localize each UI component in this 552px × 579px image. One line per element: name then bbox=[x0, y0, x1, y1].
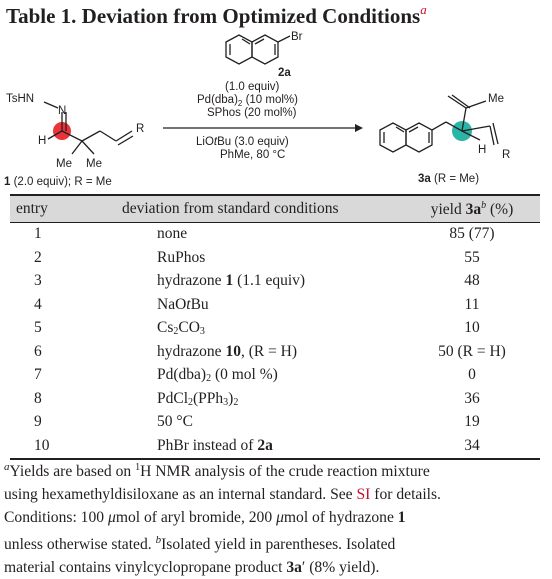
condition-solvent: PhMe, 80 °C bbox=[220, 149, 286, 161]
cell-yield: 36 bbox=[464, 389, 480, 407]
cell-deviation: $PdCl_2(PPh_3)_2$ bbox=[157, 389, 239, 408]
footnote-line: material contains vinylcyclopropane product 3a′ (8% yield). bbox=[4, 559, 380, 577]
reactant-label-me2: Me bbox=[86, 158, 102, 170]
cell-deviation: RuPhos bbox=[157, 248, 206, 266]
cell-yield: 85 (77) bbox=[449, 225, 495, 242]
reactant-label-tshn: TsHN bbox=[6, 93, 35, 105]
product-label-h: H bbox=[478, 144, 487, 156]
condition-ligand: SPhos (20 mol%) bbox=[207, 107, 297, 119]
reactant-label-n: N bbox=[58, 105, 67, 117]
reagent-label-2a: 2a bbox=[278, 67, 291, 79]
reactant-label-h: H bbox=[38, 135, 47, 147]
cell-yield: 10 bbox=[464, 319, 480, 336]
si-link[interactable]: SI bbox=[356, 486, 371, 504]
cell-yield: 0 bbox=[468, 366, 476, 383]
table-title-text: Table 1. Deviation from Optimized Conditions bbox=[6, 4, 421, 28]
cell-deviation: $Pd(dba)_2$ (0 mol %) bbox=[157, 366, 278, 384]
cell-deviation: hydrazone 10, (R = H) bbox=[157, 342, 298, 360]
cell-yield: 11 bbox=[464, 295, 480, 313]
cell-yield: 50 (R = H) bbox=[438, 342, 506, 360]
cell-yield: 34 bbox=[464, 436, 480, 454]
cell-entry: 8 bbox=[34, 389, 42, 407]
reagent-2a-structure bbox=[226, 35, 290, 64]
table-row bbox=[10, 341, 540, 365]
condition-equiv: (1.0 equiv) bbox=[225, 81, 280, 93]
reaction-scheme bbox=[0, 28, 552, 194]
cell-entry: 2 bbox=[34, 248, 42, 266]
table-row bbox=[10, 247, 540, 271]
header-yield: yield $3a^b$ (%) bbox=[430, 200, 514, 219]
table-header bbox=[10, 196, 540, 222]
footnote-line: using hexamethyldisiloxane as an internal standard. See SI for details. bbox=[4, 486, 441, 504]
cell-deviation: $Cs_2CO_3$ bbox=[157, 319, 205, 337]
cell-entry: 5 bbox=[34, 319, 42, 336]
conditions-table bbox=[10, 194, 540, 460]
footnote-line: unless otherwise stated. $^b$Isolated yield in parentheses. Isolated bbox=[4, 534, 396, 554]
cell-entry: 10 bbox=[34, 436, 50, 454]
table-row bbox=[10, 388, 540, 412]
cell-entry: 7 bbox=[34, 366, 42, 383]
cell-yield: 19 bbox=[464, 413, 480, 430]
product-label-me: Me bbox=[488, 93, 504, 105]
reagent-label-br: Br bbox=[291, 31, 303, 43]
table-row bbox=[10, 223, 540, 247]
product-label-r: R bbox=[502, 149, 511, 161]
cell-deviation: none bbox=[157, 225, 188, 242]
footnote-line: $^a$Yields are based on $^1$H NMR analysis of the crude reaction mixture bbox=[4, 461, 430, 481]
product-caption: 3a (R = Me) bbox=[418, 173, 480, 185]
condition-base: LiOtBu (3.0 equiv) bbox=[196, 136, 289, 148]
cell-entry: 9 bbox=[34, 413, 42, 430]
cell-deviation: 50 °C bbox=[157, 413, 193, 430]
footnote-line: Conditions: 100 μmol of aryl bromide, 200 μmol of hydrazone 1 bbox=[4, 509, 406, 527]
cell-yield: 55 bbox=[464, 248, 480, 266]
condition-catalyst: $Pd(dba)_2$ (10 mol%) bbox=[197, 94, 298, 108]
cell-entry: 3 bbox=[34, 272, 42, 289]
table-row bbox=[10, 435, 540, 459]
header-entry: entry bbox=[16, 200, 48, 217]
reactant-label-r: R bbox=[136, 123, 145, 135]
reaction-arrow bbox=[163, 124, 363, 132]
cell-entry: 4 bbox=[34, 295, 42, 313]
cell-entry: 6 bbox=[34, 342, 42, 360]
table-row bbox=[10, 317, 540, 341]
reactant-caption: 1 (2.0 equiv); R = Me bbox=[4, 176, 112, 188]
table-footnotes bbox=[4, 456, 548, 579]
reactant-label-me1: Me bbox=[56, 158, 72, 170]
cell-deviation: PhBr instead of 2a bbox=[157, 436, 273, 454]
table-row bbox=[10, 294, 540, 318]
cell-deviation: hydrazone 1 (1.1 equiv) bbox=[157, 272, 306, 289]
footnote-a-mark: a bbox=[4, 461, 10, 474]
title-footnote-mark: a bbox=[420, 2, 427, 17]
table-row bbox=[10, 364, 540, 388]
cell-entry: 1 bbox=[34, 225, 42, 242]
header-deviation: deviation from standard conditions bbox=[122, 200, 339, 217]
cell-deviation: NaOtBu bbox=[157, 295, 209, 313]
table-row bbox=[10, 270, 540, 294]
footnote-b-mark: b bbox=[155, 534, 162, 547]
cell-yield: 48 bbox=[464, 272, 480, 289]
table-title bbox=[6, 2, 427, 29]
table-row bbox=[10, 411, 540, 435]
